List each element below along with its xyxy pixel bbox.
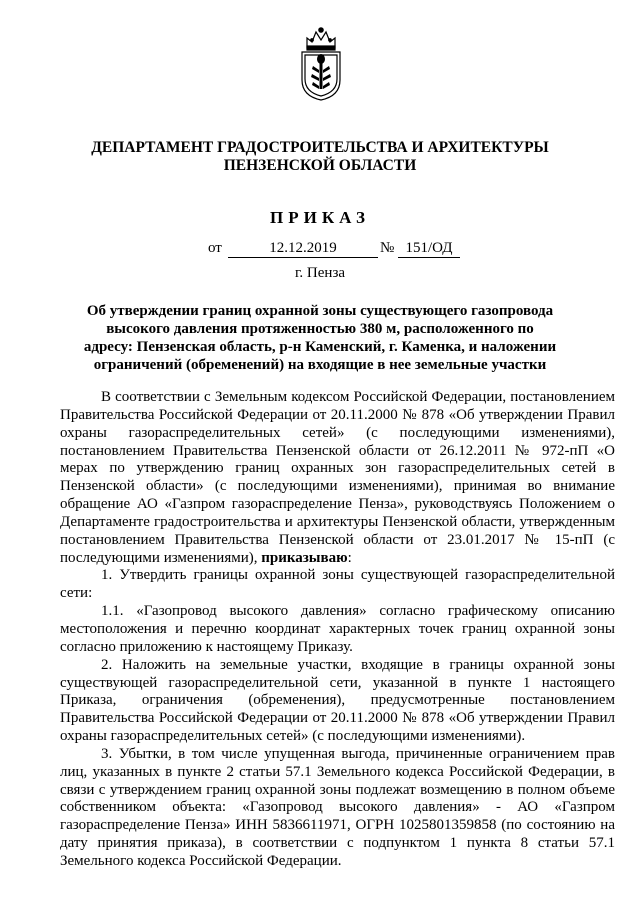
order-title: ПРИКАЗ	[270, 208, 370, 227]
number-label: №	[380, 240, 395, 256]
order-number: 151/ОД	[398, 238, 460, 258]
coat-of-arms-icon	[298, 26, 344, 102]
item-1-1: 1.1. «Газопровод высокого давления» согласно графическому описанию местоположения и перечню координат характерных точек границ охранной зоны согласно приложению к настоящему Приказу.	[60, 603, 615, 655]
department-name-line1: ДЕПАРТАМЕНТ ГРАДОСТРОИТЕЛЬСТВА И АРХИТЕКТУРЫ	[91, 139, 549, 156]
date-label: от	[208, 240, 222, 256]
department-name-line2: ПЕНЗЕНСКОЙ ОБЛАСТИ	[223, 157, 417, 174]
intro-text: В соответствии с Земельным кодексом Российской Федерации, постановлением Правительства Российской Федерации от 20.11.2000 № 878 «Об утверждении Правил охраны газораспределительных сетей» (с последующими изменениями), постановлением Правительства Пензенской области от 26.12.2011 № 972-пП «О мерах по утверждению границ охранных зон газораспределительных сетей в Пензенской области» (с последующими изменениями), принимая во внимание обращение АО «Газпром газораспределение Пенза», руководствуясь Положением о Департаменте градостроительства и архитектуры Пензенской области, утвержденным постановлением Правительства Пензенской области от 23.01.2017 № 15-пП (с последующими изменениями),	[60, 389, 615, 566]
order-date: 12.12.2019	[228, 238, 378, 258]
intro-bold: приказываю	[261, 549, 348, 566]
item-2: 2. Наложить на земельные участки, входящие в границы охранной зоны существующей газораспределительной сети, указанной в пункте 1 настоящего Приказа, ограничения (обременения), предусмотренные постановлением Правительства Российской Федерации от 20.11.2000 № 878 «Об утверждении Правил охраны газораспределительных сетей» (с последующими изменениями).	[60, 656, 615, 745]
intro-paragraph	[60, 389, 615, 567]
order-subject: Об утверждении границ охранной зоны существующего газопровода высокого давления протяженностью 380 м, расположенного по адресу: Пензенская область, р-н Каменский, г. Каменка, и наложении ограничений (обременений) на входящие в нее земельные участки	[83, 303, 557, 373]
order-city: г. Пенза	[294, 265, 346, 281]
intro-end: :	[347, 549, 352, 566]
order-meta	[208, 238, 468, 260]
order-body	[60, 389, 615, 871]
item-1: 1. Утвердить границы охранной зоны существующей газораспределительной сети:	[60, 567, 615, 602]
item-3: 3. Убытки, в том числе упущенная выгода, причиненные ограничением прав лиц, указанных в пункте 2 статьи 57.1 Земельного кодекса Российской Федерации, в связи с утверждением границ охранной зоны подлежат возмещению в полном объеме собственником объекта: «Газопровод высокого давления» - АО «Газпром газораспределение Пенза» ИНН 5836611971, ОГРН 1025801359858 (по состоянию на дату принятия приказа), в соответствии с подпунктом 1 пункта 8 статьи 57.1 Земельного кодекса Российской Федерации.	[60, 745, 615, 869]
